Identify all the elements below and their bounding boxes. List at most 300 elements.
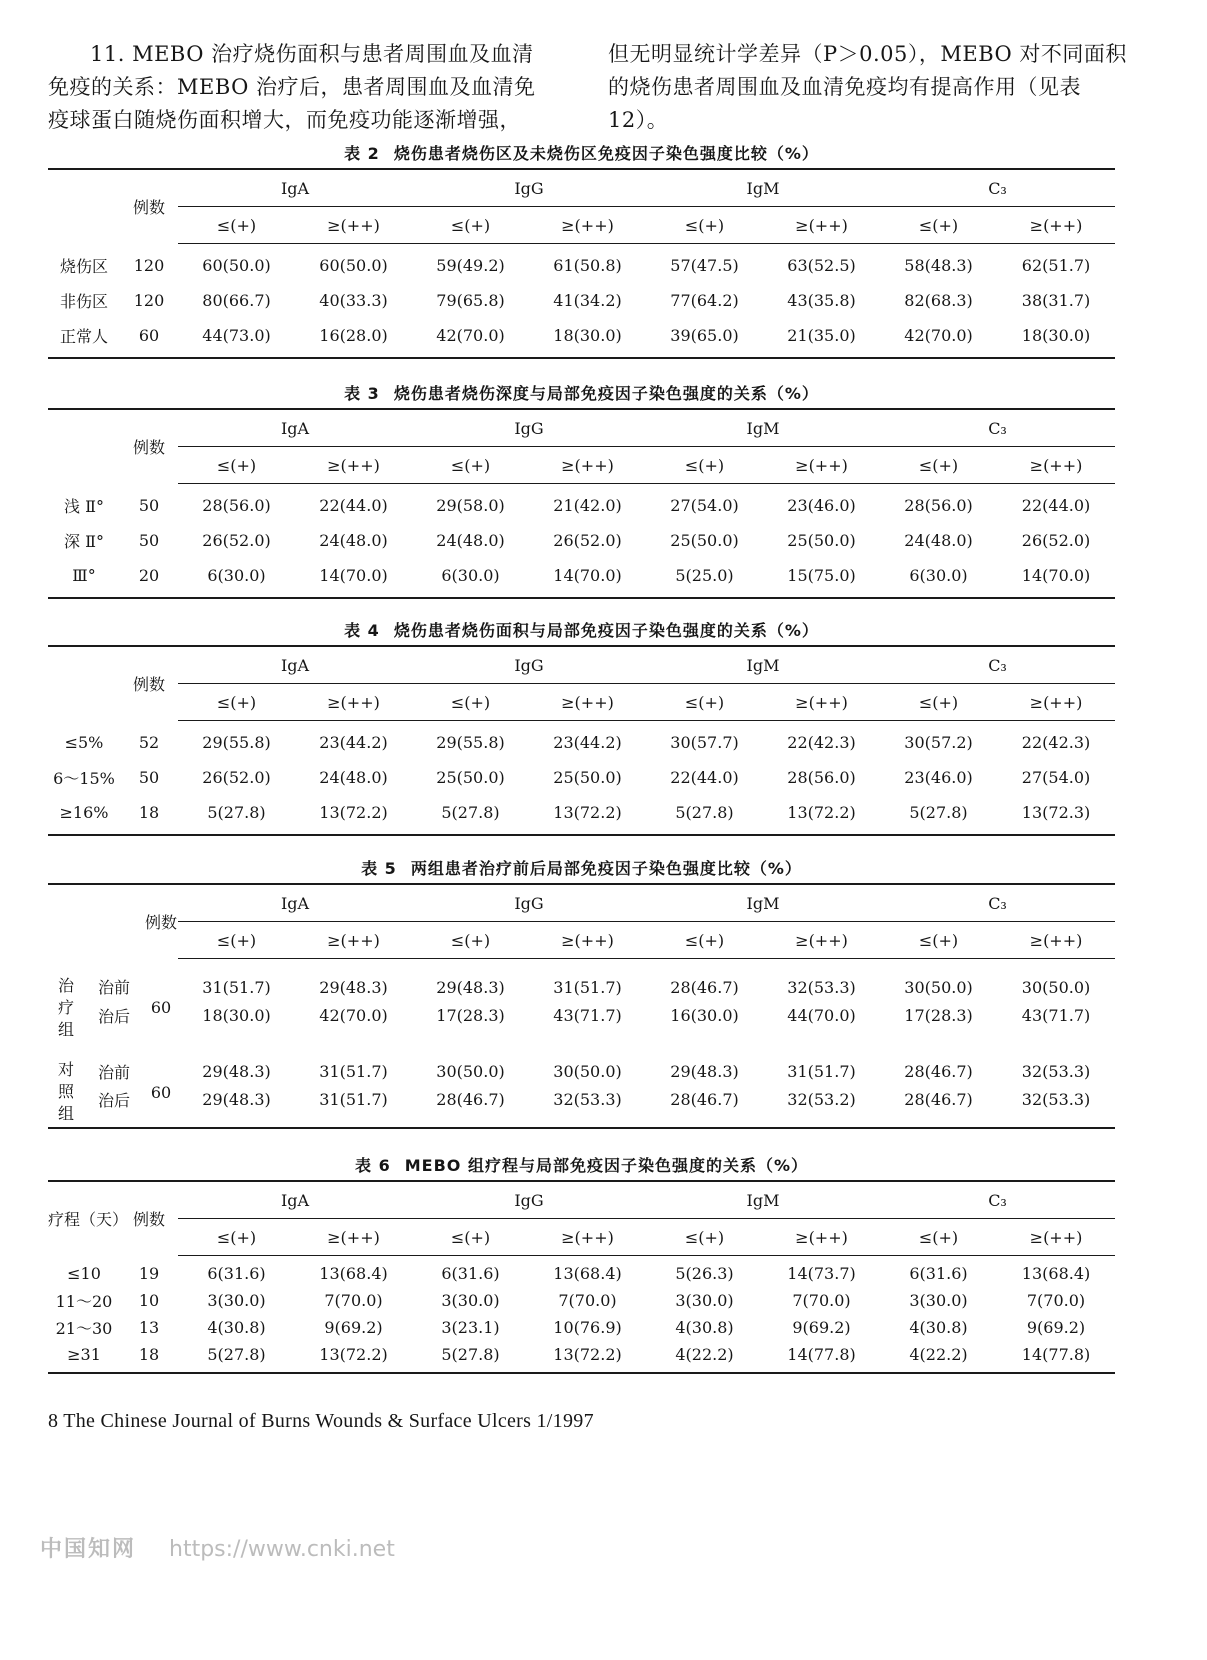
row-label: ≤5% [64, 732, 104, 752]
table4-group-header: IgA [178, 646, 412, 684]
table4-subgroup-header: ≤(+) [646, 684, 763, 721]
table2-number: 表 2 [344, 144, 380, 163]
data-cell: 30(50.0) [436, 1061, 505, 1081]
data-cell: 25(50.0) [436, 768, 505, 787]
row-label: 11～20 [55, 1292, 113, 1311]
table2-subgroup-header: ≥(++) [997, 207, 1115, 244]
data-cell: 44(73.0) [202, 326, 271, 345]
table2-subgroup-header: ≥(++) [295, 207, 412, 244]
data-cell: 3(30.0) [675, 1291, 734, 1310]
table2-group-header: IgG [412, 169, 646, 207]
table5-subgroup-header: ≥(++) [295, 922, 412, 959]
data-cell: 6(30.0) [909, 566, 968, 585]
table-6-block [48, 1152, 1115, 1374]
table-2-block [48, 140, 1115, 359]
table5-subgroup-header: ≤(+) [880, 922, 997, 959]
group-label [48, 959, 84, 1044]
data-cell: 7(70.0) [1026, 1291, 1086, 1310]
data-cell: 26(52.0) [202, 531, 271, 550]
table6-group-header: IgG [412, 1181, 646, 1219]
table2-group-header: IgA [178, 169, 412, 207]
data-cell: 27(54.0) [670, 496, 739, 515]
data-cell: 6(30.0) [207, 566, 266, 585]
table3-subgroup-header: ≥(++) [529, 447, 646, 484]
table5-group-header: IgM [646, 884, 880, 922]
data-cell: 31(51.7) [202, 977, 271, 997]
table4-subgroup-header: ≥(++) [997, 684, 1115, 721]
table2 [48, 168, 1115, 359]
case-count: 50 [138, 531, 160, 550]
table3-subgroup-header: ≥(++) [763, 447, 880, 484]
table5-subgroup-header: ≥(++) [529, 922, 646, 959]
data-cell: 31(51.7) [319, 1089, 388, 1109]
table-row [48, 523, 1115, 558]
table4-title [48, 617, 1115, 645]
row-label: 非伤区 [59, 292, 108, 311]
data-cell: 22(44.0) [670, 768, 739, 787]
data-cell: 28(46.7) [904, 1061, 973, 1081]
data-cell: 5(25.0) [675, 566, 734, 585]
data-cell: 22(44.0) [1021, 496, 1091, 515]
data-cell: 4(30.8) [909, 1318, 968, 1337]
case-count: 20 [138, 566, 160, 585]
table2-group-header: IgM [646, 169, 880, 207]
intro-paragraph [48, 38, 1127, 134]
data-cell: 25(50.0) [670, 531, 739, 550]
data-cell: 28(46.7) [436, 1089, 505, 1109]
data-cell: 18(30.0) [1021, 326, 1091, 345]
data-cell: 26(52.0) [1021, 531, 1091, 550]
row-label: 浅 Ⅱ° [64, 496, 104, 516]
data-cell: 30(50.0) [904, 977, 973, 997]
row-label: ≥31 [67, 1345, 101, 1364]
table6-group-header: IgM [646, 1181, 880, 1219]
data-cell: 31(51.7) [787, 1061, 856, 1081]
data-cell: 29(58.0) [436, 496, 505, 515]
table5-group-header: IgA [178, 884, 412, 922]
data-cell: 13(72.3) [1021, 803, 1091, 822]
table6-cases-header: 例数 [132, 1210, 165, 1230]
table-row [48, 959, 1115, 1002]
table3-group-header: IgM [646, 409, 880, 447]
data-cell: 14(70.0) [319, 566, 388, 585]
data-cell: 58(48.3) [904, 256, 973, 275]
case-count: 120 [133, 255, 165, 275]
data-cell: 4(30.8) [207, 1318, 266, 1337]
table5-number: 表 5 [361, 859, 397, 878]
data-cell: 57(47.5) [670, 256, 739, 275]
case-count: 18 [138, 1345, 160, 1364]
data-cell: 23(44.2) [553, 733, 622, 752]
table3-rowlabel-header [48, 409, 120, 484]
table6-subgroup-header: ≤(+) [646, 1219, 763, 1256]
data-cell: 17(28.3) [904, 1005, 973, 1025]
data-cell: 13(72.2) [553, 803, 622, 822]
intro-left-column: 11. MEBO 治疗烧伤面积与患者周围血及血清免疫的关系：MEBO 治疗后，患者周围血及血清免疫球蛋白随烧伤面积增大，而免疫功能逐渐增强， [48, 42, 536, 132]
table2-subgroup-header: ≥(++) [763, 207, 880, 244]
table3-subgroup-header: ≤(+) [178, 447, 295, 484]
table3-cases-header: 例数 [132, 438, 165, 458]
data-cell: 15(75.0) [787, 566, 856, 585]
case-count: 120 [133, 291, 165, 310]
data-cell: 24(48.0) [436, 531, 505, 550]
table3-number: 表 3 [344, 384, 380, 403]
data-cell: 5(26.3) [675, 1264, 734, 1283]
table6-subgroup-header: ≤(+) [880, 1219, 997, 1256]
table2-title [48, 140, 1115, 168]
data-cell: 24(48.0) [319, 768, 388, 787]
table4-subgroup-header: ≤(+) [880, 684, 997, 721]
data-cell: 21(35.0) [787, 326, 856, 345]
table5-subgroup-header: ≥(++) [997, 922, 1115, 959]
data-cell: 14(77.8) [787, 1345, 856, 1364]
table4-subgroup-header: ≥(++) [763, 684, 880, 721]
table-row [48, 1043, 1115, 1085]
data-cell: 28(56.0) [904, 496, 973, 515]
table4-subgroup-header: ≤(+) [412, 684, 529, 721]
table4-cases-header: 例数 [132, 675, 165, 695]
data-cell: 29(48.3) [670, 1061, 739, 1081]
table4-group-header: IgG [412, 646, 646, 684]
data-cell: 13(68.4) [553, 1264, 622, 1283]
table5-subgroup-header: ≤(+) [646, 922, 763, 959]
table6-subgroup-header: ≤(+) [412, 1219, 529, 1256]
data-cell: 61(50.8) [553, 256, 622, 275]
table6-caption: MEBO 组疗程与局部免疫因子染色强度的关系（%） [404, 1156, 808, 1175]
table6-group-header: IgA [178, 1181, 412, 1219]
data-cell: 79(65.8) [436, 291, 505, 310]
case-count: 60 [138, 326, 160, 345]
data-cell: 21(42.0) [553, 496, 622, 515]
table-5-block [48, 855, 1115, 1129]
table-row [48, 721, 1115, 761]
data-cell: 32(53.2) [787, 1089, 856, 1109]
table6-subgroup-header: ≤(+) [178, 1219, 295, 1256]
data-cell: 28(46.7) [670, 977, 739, 997]
data-cell: 80(66.7) [202, 291, 271, 310]
data-cell: 3(30.0) [207, 1291, 266, 1310]
data-cell: 5(27.8) [909, 803, 968, 822]
data-cell: 5(27.8) [207, 803, 266, 822]
table6-subgroup-header: ≥(++) [529, 1219, 646, 1256]
data-cell: 13(72.2) [787, 803, 856, 822]
data-cell: 39(65.0) [670, 326, 739, 345]
table3-title [48, 380, 1115, 408]
table3-subgroup-header: ≥(++) [997, 447, 1115, 484]
data-cell: 18(30.0) [202, 1005, 271, 1025]
row-label: 治后 [97, 1006, 130, 1026]
table4-caption: 烧伤患者烧伤面积与局部免疫因子染色强度的关系（%） [393, 621, 819, 640]
table5-subgroup-header: ≤(+) [178, 922, 295, 959]
case-count: 60 [150, 1082, 172, 1102]
data-cell: 41(34.2) [553, 291, 622, 310]
data-cell: 7(70.0) [558, 1291, 617, 1310]
data-cell: 32(53.3) [1021, 1089, 1091, 1109]
data-cell: 22(44.0) [319, 496, 388, 515]
data-cell: 29(48.3) [202, 1061, 271, 1081]
table4 [48, 645, 1115, 836]
row-label: 烧伤区 [59, 256, 108, 276]
data-cell: 6(31.6) [207, 1264, 266, 1283]
table2-subgroup-header: ≤(+) [880, 207, 997, 244]
data-cell: 13(72.2) [553, 1345, 622, 1364]
table3-group-header: IgA [178, 409, 412, 447]
data-cell: 63(52.5) [787, 256, 856, 275]
data-cell: 16(30.0) [670, 1005, 739, 1025]
row-label: 治后 [97, 1090, 130, 1110]
table3-group-header: C₃ [880, 409, 1115, 447]
table2-header-row [48, 169, 1115, 207]
table2-subgroup-header: ≤(+) [178, 207, 295, 244]
group-label-text: 对照组 [57, 1060, 74, 1123]
table5-subgroup-header: ≥(++) [763, 922, 880, 959]
table5-group-header: IgG [412, 884, 646, 922]
table4-subgroup-header: ≥(++) [295, 684, 412, 721]
data-cell: 23(46.0) [904, 768, 973, 787]
row-label: Ⅲ° [72, 566, 96, 585]
data-cell: 14(70.0) [1021, 566, 1091, 585]
data-cell: 43(71.7) [553, 1005, 622, 1025]
row-label: ≥16% [59, 803, 109, 822]
data-cell: 77(64.2) [670, 291, 739, 310]
data-cell: 18(30.0) [553, 326, 622, 345]
table3-subgroup-header: ≤(+) [646, 447, 763, 484]
table6-subgroup-header: ≥(++) [997, 1219, 1115, 1256]
data-cell: 13(72.2) [319, 803, 388, 822]
table5-header-row [48, 884, 1115, 922]
data-cell: 42(70.0) [319, 1005, 388, 1025]
table-3-block [48, 380, 1115, 599]
data-cell: 16(28.0) [319, 326, 388, 345]
data-cell: 60(50.0) [319, 256, 388, 275]
table6-subgroup-header: ≥(++) [763, 1219, 880, 1256]
table-row [48, 1256, 1115, 1288]
watermark-brand: 中国知网 [40, 1537, 137, 1562]
page-footer: 8 The Chinese Journal of Burns Wounds & Surface Ulcers 1/1997 [48, 1410, 594, 1432]
data-cell: 7(70.0) [324, 1291, 383, 1310]
data-cell: 6(31.6) [441, 1264, 500, 1283]
table-row [48, 484, 1115, 524]
table3-subheader-row [48, 447, 1115, 484]
table4-subgroup-header: ≤(+) [178, 684, 295, 721]
data-cell: 29(55.8) [436, 733, 505, 752]
data-cell: 13(68.4) [1021, 1264, 1091, 1283]
table5-cases-header: 例数 [144, 913, 177, 933]
table-row [48, 760, 1115, 795]
table6-subgroup-header: ≥(++) [295, 1219, 412, 1256]
data-cell: 17(28.3) [436, 1005, 505, 1025]
case-count: 50 [138, 768, 160, 787]
table4-rowlabel-header [48, 646, 120, 721]
group-label [48, 1043, 84, 1128]
table2-caption: 烧伤患者烧伤区及未烧伤区免疫因子染色强度比较（%） [393, 144, 819, 163]
data-cell: 27(54.0) [1021, 768, 1091, 787]
table4-group-header: IgM [646, 646, 880, 684]
data-cell: 4(22.2) [675, 1345, 734, 1364]
data-cell: 30(50.0) [553, 1061, 622, 1081]
data-cell: 28(46.7) [904, 1089, 973, 1109]
data-cell: 13(68.4) [319, 1264, 388, 1283]
table4-header-row [48, 646, 1115, 684]
table5-subheader-row [48, 922, 1115, 959]
data-cell: 24(48.0) [904, 531, 973, 550]
table2-group-header: C₃ [880, 169, 1115, 207]
table6-header-row [48, 1181, 1115, 1219]
table-row [48, 318, 1115, 358]
table-row [48, 1314, 1115, 1341]
table5-caption: 两组患者治疗前后局部免疫因子染色强度比较（%） [410, 859, 802, 878]
data-cell: 59(49.2) [436, 256, 505, 275]
data-cell: 22(42.3) [1021, 733, 1091, 752]
data-cell: 9(69.2) [792, 1318, 851, 1337]
case-count: 19 [138, 1263, 160, 1283]
table6 [48, 1180, 1115, 1374]
table3-subgroup-header: ≤(+) [412, 447, 529, 484]
data-cell: 28(56.0) [787, 768, 856, 787]
data-cell: 43(71.7) [1021, 1005, 1091, 1025]
data-cell: 26(52.0) [553, 531, 622, 550]
table5-subgroup-header: ≤(+) [412, 922, 529, 959]
data-cell: 9(69.2) [1026, 1318, 1086, 1337]
data-cell: 30(50.0) [1021, 977, 1091, 997]
table2-rowlabel-header [48, 169, 120, 244]
data-cell: 29(48.3) [436, 977, 505, 997]
table3 [48, 408, 1115, 599]
data-cell: 40(33.3) [319, 291, 388, 310]
table-row [48, 283, 1115, 318]
data-cell: 28(56.0) [202, 496, 271, 515]
table2-subgroup-header: ≤(+) [646, 207, 763, 244]
data-cell: 7(70.0) [792, 1291, 851, 1310]
data-cell: 30(57.7) [670, 733, 739, 752]
table2-subgroup-header: ≤(+) [412, 207, 529, 244]
table-row [48, 1085, 1115, 1128]
data-cell: 3(30.0) [441, 1291, 500, 1310]
data-cell: 42(70.0) [436, 326, 505, 345]
group-label-text: 治疗组 [57, 975, 74, 1039]
table5-group-header: C₃ [880, 884, 1115, 922]
row-label: ≤10 [67, 1263, 101, 1283]
table4-group-header: C₃ [880, 646, 1115, 684]
case-count: 52 [138, 732, 160, 752]
data-cell: 6(30.0) [441, 566, 500, 585]
data-cell: 62(51.7) [1021, 256, 1091, 275]
data-cell: 14(77.8) [1021, 1345, 1091, 1364]
data-cell: 26(52.0) [202, 768, 271, 787]
row-label: 21～30 [55, 1319, 113, 1338]
data-cell: 14(70.0) [553, 566, 622, 585]
case-count: 50 [138, 495, 160, 515]
table6-subheader-row [48, 1219, 1115, 1256]
row-label: 治前 [97, 1062, 130, 1082]
row-label: 治前 [97, 978, 130, 998]
data-cell: 22(42.3) [787, 733, 856, 752]
data-cell: 38(31.7) [1021, 291, 1091, 310]
table5 [48, 883, 1115, 1129]
data-cell: 3(30.0) [909, 1291, 968, 1310]
data-cell: 31(51.7) [319, 1061, 388, 1081]
data-cell: 32(53.3) [1021, 1061, 1091, 1081]
data-cell: 10(76.9) [553, 1318, 622, 1337]
data-cell: 29(48.3) [319, 977, 388, 997]
data-cell: 32(53.3) [553, 1089, 622, 1109]
data-cell: 32(53.3) [787, 977, 856, 997]
table-row [48, 1341, 1115, 1373]
table2-subgroup-header: ≥(++) [529, 207, 646, 244]
table3-caption: 烧伤患者烧伤深度与局部免疫因子染色强度的关系（%） [393, 384, 819, 403]
table6-number: 表 6 [355, 1156, 391, 1175]
table2-subheader-row [48, 207, 1115, 244]
table4-subgroup-header: ≥(++) [529, 684, 646, 721]
case-count: 60 [150, 998, 172, 1018]
row-label: 正常人 [59, 327, 108, 346]
data-cell: 44(70.0) [787, 1005, 856, 1025]
data-cell: 23(46.0) [787, 496, 856, 515]
data-cell: 24(48.0) [319, 531, 388, 550]
data-cell: 4(30.8) [675, 1318, 734, 1337]
table-row [48, 1287, 1115, 1314]
watermark-url: https://www.cnki.net [169, 1537, 395, 1562]
table6-rowlabel-header: 疗程（天） [48, 1210, 129, 1230]
table3-subgroup-header: ≥(++) [295, 447, 412, 484]
data-cell: 29(48.3) [202, 1089, 271, 1109]
data-cell: 30(57.2) [904, 733, 973, 752]
table6-title [48, 1152, 1115, 1180]
data-cell: 6(31.6) [909, 1264, 968, 1283]
data-cell: 5(27.8) [675, 803, 734, 822]
data-cell: 5(27.8) [441, 803, 500, 822]
data-cell: 5(27.8) [441, 1345, 500, 1364]
table5-title [48, 855, 1115, 883]
cnki-watermark [40, 1530, 395, 1570]
data-cell: 31(51.7) [553, 977, 622, 997]
data-cell: 9(69.2) [324, 1318, 383, 1337]
row-label: 6～15% [53, 769, 115, 788]
data-cell: 42(70.0) [904, 326, 973, 345]
data-cell: 25(50.0) [787, 531, 856, 550]
table-4-block [48, 617, 1115, 836]
intro-right-column: 但无明显统计学差异（P＞0.05），MEBO 对不同面积的烧伤患者周围血及血清免疫均有提高作用（见表 12）。 [608, 42, 1127, 132]
table4-subheader-row [48, 684, 1115, 721]
table2-cases-header: 例数 [132, 198, 165, 218]
data-cell: 23(44.2) [319, 733, 388, 752]
data-cell: 25(50.0) [553, 768, 622, 787]
table4-number: 表 4 [344, 621, 380, 640]
table3-subgroup-header: ≤(+) [880, 447, 997, 484]
data-cell: 5(27.8) [207, 1345, 266, 1364]
table-row [48, 244, 1115, 284]
case-count: 18 [138, 803, 160, 822]
data-cell: 82(68.3) [904, 291, 973, 310]
data-cell: 3(23.1) [441, 1318, 500, 1337]
table6-group-header: C₃ [880, 1181, 1115, 1219]
data-cell: 13(72.2) [319, 1345, 388, 1364]
row-label: 深 Ⅱ° [64, 532, 104, 551]
table5-rowlabel-header [48, 884, 144, 959]
table-row [48, 1001, 1115, 1043]
data-cell: 4(22.2) [909, 1345, 968, 1364]
data-cell: 43(35.8) [787, 291, 856, 310]
case-count: 10 [138, 1291, 160, 1310]
table-row [48, 558, 1115, 598]
data-cell: 60(50.0) [202, 256, 271, 275]
case-count: 13 [138, 1318, 160, 1337]
data-cell: 28(46.7) [670, 1089, 739, 1109]
table3-group-header: IgG [412, 409, 646, 447]
table-row [48, 795, 1115, 835]
data-cell: 14(73.7) [787, 1264, 856, 1283]
data-cell: 29(55.8) [202, 733, 271, 752]
